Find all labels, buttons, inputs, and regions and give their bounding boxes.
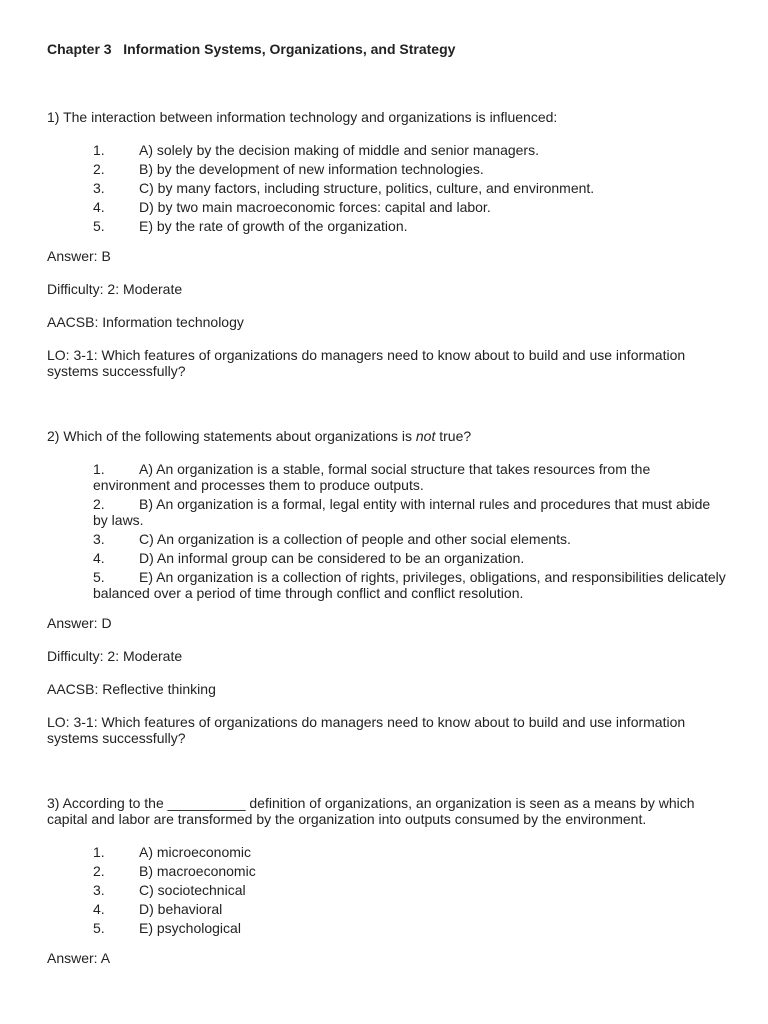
choice-text: B) An organization is a formal, legal entity with internal rules and procedures that must abide by laws. [93, 496, 711, 528]
choice-text: E) psychological [139, 920, 241, 936]
choice-number: 4. [93, 199, 105, 215]
choice-number: 2. [93, 863, 105, 879]
choice-number: 3. [93, 882, 105, 898]
choice-list [47, 844, 727, 936]
choice-item [47, 863, 727, 879]
choice-item [47, 496, 727, 528]
choice-text: A) An organization is a stable, formal social structure that takes resources from the environment and processes them to produce outputs. [93, 461, 651, 493]
aacsb-line: AACSB: Reflective thinking [47, 681, 216, 697]
question-stem: 1) The interaction between information technology and organizations is influenced: [47, 109, 558, 125]
choice-number: 1. [93, 142, 105, 158]
choice-item [47, 531, 727, 547]
choice-text: D) by two main macroeconomic forces: capital and labor. [139, 199, 491, 215]
choice-number: 3. [93, 180, 105, 196]
question-stem [47, 428, 727, 444]
document-page [47, 41, 727, 966]
choice-item [47, 461, 727, 493]
choice-number: 2. [93, 496, 105, 512]
choice-number: 1. [93, 461, 105, 477]
choice-text: C) sociotechnical [139, 882, 246, 898]
question-stem: 3) According to the __________ definition of organizations, an organization is seen as a means by which capital and labor are transformed by the organization into outputs consumed by the environment. [47, 795, 695, 827]
answer-line: Answer: D [47, 615, 112, 631]
choice-item [47, 882, 727, 898]
choice-text: D) An informal group can be considered to be an organization. [139, 550, 525, 566]
choice-item [47, 218, 727, 234]
difficulty-line: Difficulty: 2: Moderate [47, 648, 183, 664]
choice-item [47, 569, 727, 601]
choice-number: 1. [93, 844, 105, 860]
choice-item [47, 199, 727, 215]
learning-objective: LO: 3-1: Which features of organizations do managers need to know about to build and use information systems successfully? [47, 347, 686, 379]
choice-text: C) An organization is a collection of people and other social elements. [139, 531, 571, 547]
choice-text: B) macroeconomic [139, 863, 256, 879]
question-1 [47, 109, 727, 379]
choice-text: A) microeconomic [139, 844, 252, 860]
aacsb-line: AACSB: Information technology [47, 314, 244, 330]
question-stem-emphasis: not [415, 428, 436, 444]
choice-text: E) An organization is a collection of rights, privileges, obligations, and responsibilities delicately balanced over a period of time through conflict and conflict resolution. [93, 569, 726, 601]
chapter-title: Chapter 3 Information Systems, Organizations, and Strategy [47, 41, 456, 57]
answer-line: Answer: B [47, 248, 111, 264]
question-stem-start: 2) Which of the following statements about organizations is [47, 428, 416, 444]
choice-number: 4. [93, 550, 105, 566]
choice-item [47, 844, 727, 860]
choice-item [47, 550, 727, 566]
choice-text: E) by the rate of growth of the organization. [139, 218, 408, 234]
difficulty-line: Difficulty: 2: Moderate [47, 281, 183, 297]
choice-text: C) by many factors, including structure, politics, culture, and environment. [139, 180, 595, 196]
question-2 [47, 428, 727, 746]
choice-number: 2. [93, 161, 105, 177]
choice-text: B) by the development of new information technologies. [139, 161, 484, 177]
choice-number: 4. [93, 901, 105, 917]
choice-list [47, 461, 727, 601]
choice-item [47, 901, 727, 917]
choice-number: 5. [93, 218, 105, 234]
learning-objective: LO: 3-1: Which features of organizations do managers need to know about to build and use information systems successfully? [47, 714, 686, 746]
question-3 [47, 795, 727, 966]
choice-item [47, 920, 727, 936]
choice-number: 3. [93, 531, 105, 547]
choice-item [47, 161, 727, 177]
choice-number: 5. [93, 920, 105, 936]
question-stem-end: true? [435, 428, 472, 444]
choice-number: 5. [93, 569, 105, 585]
choice-list [47, 142, 727, 234]
answer-line: Answer: A [47, 950, 111, 966]
choice-text: A) solely by the decision making of middle and senior managers. [139, 142, 539, 158]
choice-item [47, 180, 727, 196]
choice-item [47, 142, 727, 158]
choice-text: D) behavioral [139, 901, 223, 917]
